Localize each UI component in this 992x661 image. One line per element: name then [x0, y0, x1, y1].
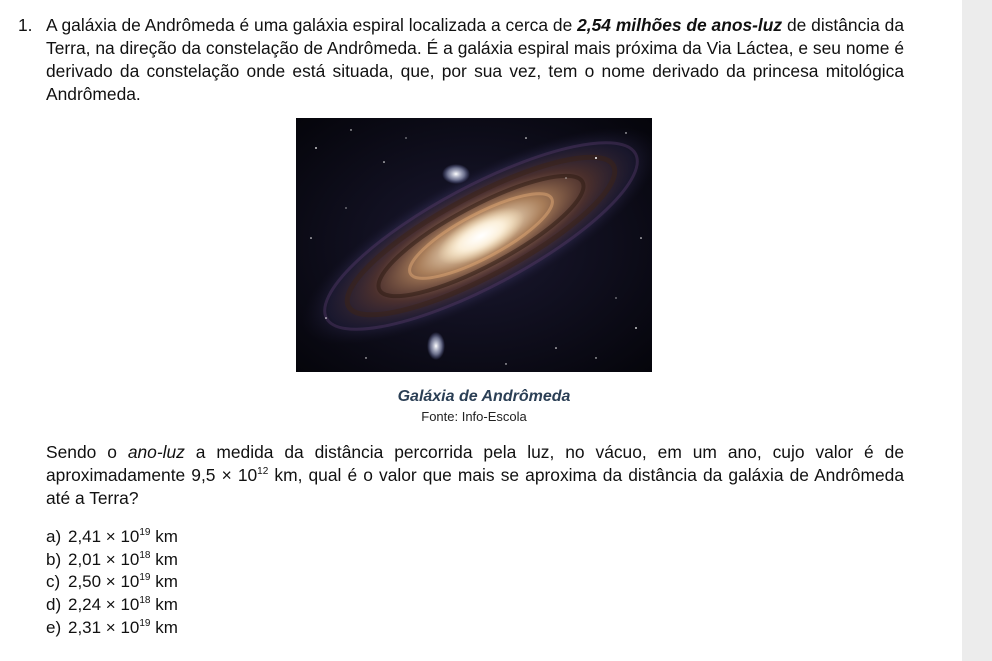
option-b[interactable] — [46, 549, 178, 572]
option-mantissa: 2,41 × 10 — [68, 527, 140, 546]
figure-caption: Galáxia de Andrômeda — [397, 388, 571, 405]
option-unit: km — [150, 595, 178, 615]
intro-text-1: A galáxia de Andrômeda é uma galáxia espiral localizada a cerca de — [46, 15, 578, 35]
option-mantissa: 2,31 × 10 — [68, 617, 140, 637]
option-e[interactable] — [46, 617, 178, 640]
intro-text-2: de distância da Terra, na direção da constelação de Andrômeda. É a galáxia espiral mais próxima da Via Láctea, e seu nome é derivado da constelação onde está situada, que, por sua vez, tem o nome derivado da princesa mitológica Andrômeda. — [46, 15, 905, 104]
light-year-exponent: 12 — [257, 466, 269, 477]
option-mantissa: 2,01 × 10 — [68, 549, 140, 569]
andromeda-galaxy-image — [296, 118, 652, 372]
option-d[interactable] — [46, 594, 178, 617]
answer-options — [46, 526, 178, 639]
option-a[interactable] — [46, 526, 178, 549]
light-year-value: 9,5 × 10 — [191, 465, 258, 485]
body-text-3: km, qual é o valor que mais se aproxima da distância da galáxia de Andrômeda até a Terra? — [46, 465, 904, 508]
option-exponent: 19 — [139, 617, 151, 629]
option-exponent: 18 — [139, 595, 151, 607]
option-unit: km — [150, 617, 178, 637]
option-exponent: 18 — [139, 549, 151, 561]
option-exponent: 19 — [139, 527, 151, 538]
intro-highlight-distance: 2,54 milhões de anos-luz — [577, 15, 783, 35]
figure-source: Fonte: Info-Escola — [421, 409, 527, 424]
option-unit: km — [150, 572, 178, 592]
option-exponent: 19 — [139, 572, 151, 584]
option-letter: e) — [46, 617, 62, 637]
option-mantissa: 2,50 × 10 — [68, 572, 140, 592]
option-letter: a) — [46, 527, 62, 546]
option-letter: b) — [46, 549, 62, 569]
option-c[interactable] — [46, 571, 178, 594]
body-term-ano-luz: ano-luz — [127, 442, 185, 462]
option-unit: km — [150, 549, 178, 569]
question-number: 1. — [18, 15, 33, 35]
question-intro — [46, 14, 904, 106]
body-text-2: a medida da distância percorrida pela luz, no vácuo, em um ano, cujo valor é de aproximadamente — [46, 442, 905, 485]
option-mantissa: 2,24 × 10 — [68, 595, 140, 615]
option-unit: km — [150, 527, 178, 546]
question-body — [46, 441, 904, 510]
body-text-1: Sendo o — [46, 442, 128, 462]
option-letter: d) — [46, 595, 62, 615]
option-letter: c) — [46, 572, 61, 592]
